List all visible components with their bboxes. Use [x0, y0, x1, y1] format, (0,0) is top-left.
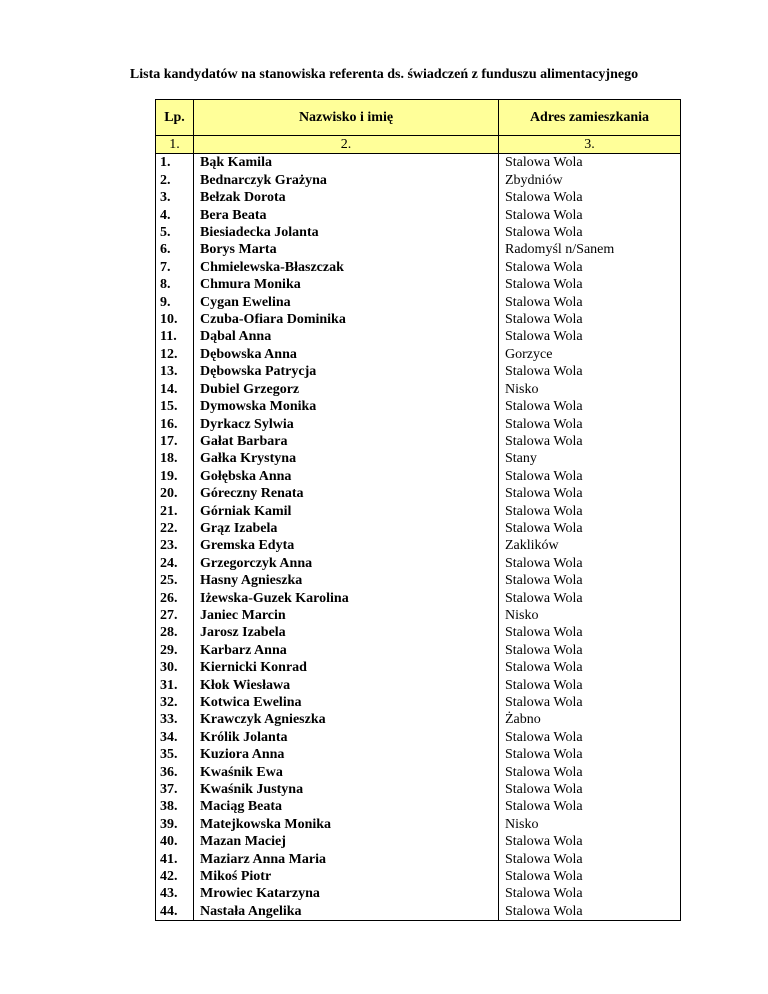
candidate-name: Kuziora Anna [194, 746, 499, 763]
row-number: 12. [156, 346, 194, 363]
row-number: 1. [156, 154, 194, 172]
row-number: 7. [156, 259, 194, 276]
candidate-address: Nisko [499, 816, 681, 833]
row-number: 43. [156, 885, 194, 902]
candidate-name: Janiec Marcin [194, 607, 499, 624]
table-row [156, 189, 681, 206]
candidate-address: Stalowa Wola [499, 590, 681, 607]
candidate-name: Maciąg Beata [194, 798, 499, 815]
row-number: 37. [156, 781, 194, 798]
row-number: 10. [156, 311, 194, 328]
row-number: 29. [156, 642, 194, 659]
table-row [156, 607, 681, 624]
row-number: 17. [156, 433, 194, 450]
candidate-address: Stalowa Wola [499, 311, 681, 328]
table-row [156, 398, 681, 415]
table-row [156, 816, 681, 833]
candidate-name: Hasny Agnieszka [194, 572, 499, 589]
candidate-address: Stalowa Wola [499, 746, 681, 763]
candidate-name: Cygan Ewelina [194, 294, 499, 311]
table-row [156, 259, 681, 276]
table-row [156, 154, 681, 172]
table-row [156, 711, 681, 728]
table-row [156, 276, 681, 293]
candidate-address: Stalowa Wola [499, 851, 681, 868]
candidate-name: Iżewska-Guzek Karolina [194, 590, 499, 607]
numbering-1: 1. [156, 136, 194, 154]
row-number: 26. [156, 590, 194, 607]
candidate-name: Karbarz Anna [194, 642, 499, 659]
candidate-address: Stalowa Wola [499, 833, 681, 850]
row-number: 8. [156, 276, 194, 293]
candidate-name: Kiernicki Konrad [194, 659, 499, 676]
candidate-address: Zbydniów [499, 172, 681, 189]
table-row [156, 381, 681, 398]
candidate-name: Kłok Wiesława [194, 677, 499, 694]
numbering-3: 3. [499, 136, 681, 154]
table-row [156, 642, 681, 659]
candidate-name: Dąbal Anna [194, 328, 499, 345]
row-number: 41. [156, 851, 194, 868]
candidate-name: Chmielewska-Błaszczak [194, 259, 499, 276]
row-number: 33. [156, 711, 194, 728]
table-row [156, 328, 681, 345]
candidate-name: Mikoś Piotr [194, 868, 499, 885]
row-number: 9. [156, 294, 194, 311]
candidate-name: Dyrkacz Sylwia [194, 416, 499, 433]
candidate-address: Stalowa Wola [499, 659, 681, 676]
table-row [156, 537, 681, 554]
candidate-name: Górniak Kamil [194, 503, 499, 520]
row-number: 31. [156, 677, 194, 694]
candidate-address: Stalowa Wola [499, 903, 681, 921]
candidate-address: Stalowa Wola [499, 798, 681, 815]
row-number: 14. [156, 381, 194, 398]
candidate-address: Nisko [499, 381, 681, 398]
candidate-name: Kwaśnik Justyna [194, 781, 499, 798]
candidate-address: Stalowa Wola [499, 694, 681, 711]
table-row [156, 172, 681, 189]
table-row [156, 416, 681, 433]
table-row [156, 485, 681, 502]
candidate-name: Dębowska Anna [194, 346, 499, 363]
row-number: 15. [156, 398, 194, 415]
candidate-address: Stalowa Wola [499, 485, 681, 502]
candidate-name: Dymowska Monika [194, 398, 499, 415]
candidate-address: Stalowa Wola [499, 224, 681, 241]
candidate-address: Stalowa Wola [499, 885, 681, 902]
candidate-address: Stalowa Wola [499, 398, 681, 415]
candidates-table [155, 99, 681, 921]
candidate-address: Stalowa Wola [499, 503, 681, 520]
candidate-address: Stalowa Wola [499, 764, 681, 781]
table-row [156, 746, 681, 763]
row-number: 40. [156, 833, 194, 850]
candidate-name: Nastała Angelika [194, 903, 499, 921]
table-row [156, 851, 681, 868]
row-number: 23. [156, 537, 194, 554]
row-number: 35. [156, 746, 194, 763]
candidate-name: Bełzak Dorota [194, 189, 499, 206]
candidate-name: Kotwica Ewelina [194, 694, 499, 711]
row-number: 20. [156, 485, 194, 502]
candidate-address: Stalowa Wola [499, 677, 681, 694]
row-number: 2. [156, 172, 194, 189]
candidate-name: Grąz Izabela [194, 520, 499, 537]
table-row [156, 346, 681, 363]
table-row [156, 363, 681, 380]
row-number: 13. [156, 363, 194, 380]
table-header-row [156, 100, 681, 136]
row-number: 5. [156, 224, 194, 241]
row-number: 6. [156, 241, 194, 258]
candidate-name: Mrowiec Katarzyna [194, 885, 499, 902]
row-number: 42. [156, 868, 194, 885]
candidate-name: Maziarz Anna Maria [194, 851, 499, 868]
candidate-name: Matejkowska Monika [194, 816, 499, 833]
row-number: 3. [156, 189, 194, 206]
candidate-name: Kwaśnik Ewa [194, 764, 499, 781]
candidate-address: Zaklików [499, 537, 681, 554]
candidate-name: Gałka Krystyna [194, 450, 499, 467]
candidate-address: Radomyśl n/Sanem [499, 241, 681, 258]
row-number: 38. [156, 798, 194, 815]
table-row [156, 520, 681, 537]
table-row [156, 572, 681, 589]
table-row [156, 503, 681, 520]
table-numbering-row [156, 136, 681, 154]
table-row [156, 207, 681, 224]
table-row [156, 241, 681, 258]
table-row [156, 659, 681, 676]
row-number: 22. [156, 520, 194, 537]
row-number: 25. [156, 572, 194, 589]
row-number: 44. [156, 903, 194, 921]
candidate-address: Stalowa Wola [499, 294, 681, 311]
candidate-address: Stany [499, 450, 681, 467]
candidate-name: Dębowska Patrycja [194, 363, 499, 380]
table-row [156, 833, 681, 850]
candidate-name: Bera Beata [194, 207, 499, 224]
candidate-address: Stalowa Wola [499, 624, 681, 641]
candidate-name: Biesiadecka Jolanta [194, 224, 499, 241]
candidate-address: Stalowa Wola [499, 520, 681, 537]
candidate-address: Stalowa Wola [499, 416, 681, 433]
row-number: 4. [156, 207, 194, 224]
candidate-address: Stalowa Wola [499, 433, 681, 450]
table-row [156, 555, 681, 572]
candidate-name: Bednarczyk Grażyna [194, 172, 499, 189]
candidate-name: Krawczyk Agnieszka [194, 711, 499, 728]
row-number: 39. [156, 816, 194, 833]
candidate-address: Stalowa Wola [499, 555, 681, 572]
candidate-name: Bąk Kamila [194, 154, 499, 172]
table-row [156, 694, 681, 711]
candidate-address: Żabno [499, 711, 681, 728]
candidate-address: Stalowa Wola [499, 276, 681, 293]
candidate-address: Stalowa Wola [499, 468, 681, 485]
candidate-address: Stalowa Wola [499, 729, 681, 746]
candidate-name: Chmura Monika [194, 276, 499, 293]
numbering-2: 2. [194, 136, 499, 154]
document-title: Lista kandydatów na stanowiska referenta ds. świadczeń z funduszu alimentacyjnego [129, 67, 639, 82]
candidate-name: Jarosz Izabela [194, 624, 499, 641]
candidate-address: Stalowa Wola [499, 154, 681, 172]
row-number: 28. [156, 624, 194, 641]
table-row [156, 590, 681, 607]
table-row [156, 450, 681, 467]
candidate-address: Stalowa Wola [499, 207, 681, 224]
header-lp: Lp. [156, 100, 194, 136]
row-number: 30. [156, 659, 194, 676]
row-number: 24. [156, 555, 194, 572]
candidate-address: Stalowa Wola [499, 642, 681, 659]
row-number: 18. [156, 450, 194, 467]
table-row [156, 294, 681, 311]
row-number: 16. [156, 416, 194, 433]
row-number: 32. [156, 694, 194, 711]
candidate-name: Gałat Barbara [194, 433, 499, 450]
candidate-address: Stalowa Wola [499, 259, 681, 276]
candidate-name: Góreczny Renata [194, 485, 499, 502]
table-row [156, 903, 681, 921]
row-number: 19. [156, 468, 194, 485]
candidate-name: Mazan Maciej [194, 833, 499, 850]
header-address: Adres zamieszkania [499, 100, 681, 136]
candidate-address: Stalowa Wola [499, 572, 681, 589]
candidate-name: Gremska Edyta [194, 537, 499, 554]
candidate-address: Stalowa Wola [499, 868, 681, 885]
table-row [156, 798, 681, 815]
table-row [156, 764, 681, 781]
candidate-address: Stalowa Wola [499, 363, 681, 380]
table-row [156, 311, 681, 328]
header-name: Nazwisko i imię [194, 100, 499, 136]
table-row [156, 868, 681, 885]
table-row [156, 677, 681, 694]
candidate-name: Dubiel Grzegorz [194, 381, 499, 398]
table-row [156, 433, 681, 450]
candidate-name: Królik Jolanta [194, 729, 499, 746]
candidate-address: Nisko [499, 607, 681, 624]
table-row [156, 624, 681, 641]
candidate-address: Stalowa Wola [499, 189, 681, 206]
row-number: 36. [156, 764, 194, 781]
table-row [156, 885, 681, 902]
row-number: 21. [156, 503, 194, 520]
candidate-name: Gołębska Anna [194, 468, 499, 485]
table-row [156, 781, 681, 798]
candidate-name: Grzegorczyk Anna [194, 555, 499, 572]
table-row [156, 468, 681, 485]
candidate-address: Stalowa Wola [499, 328, 681, 345]
table-row [156, 729, 681, 746]
table-row [156, 224, 681, 241]
candidate-address: Stalowa Wola [499, 781, 681, 798]
candidate-address: Gorzyce [499, 346, 681, 363]
candidate-name: Borys Marta [194, 241, 499, 258]
candidate-name: Czuba-Ofiara Dominika [194, 311, 499, 328]
row-number: 34. [156, 729, 194, 746]
row-number: 27. [156, 607, 194, 624]
row-number: 11. [156, 328, 194, 345]
